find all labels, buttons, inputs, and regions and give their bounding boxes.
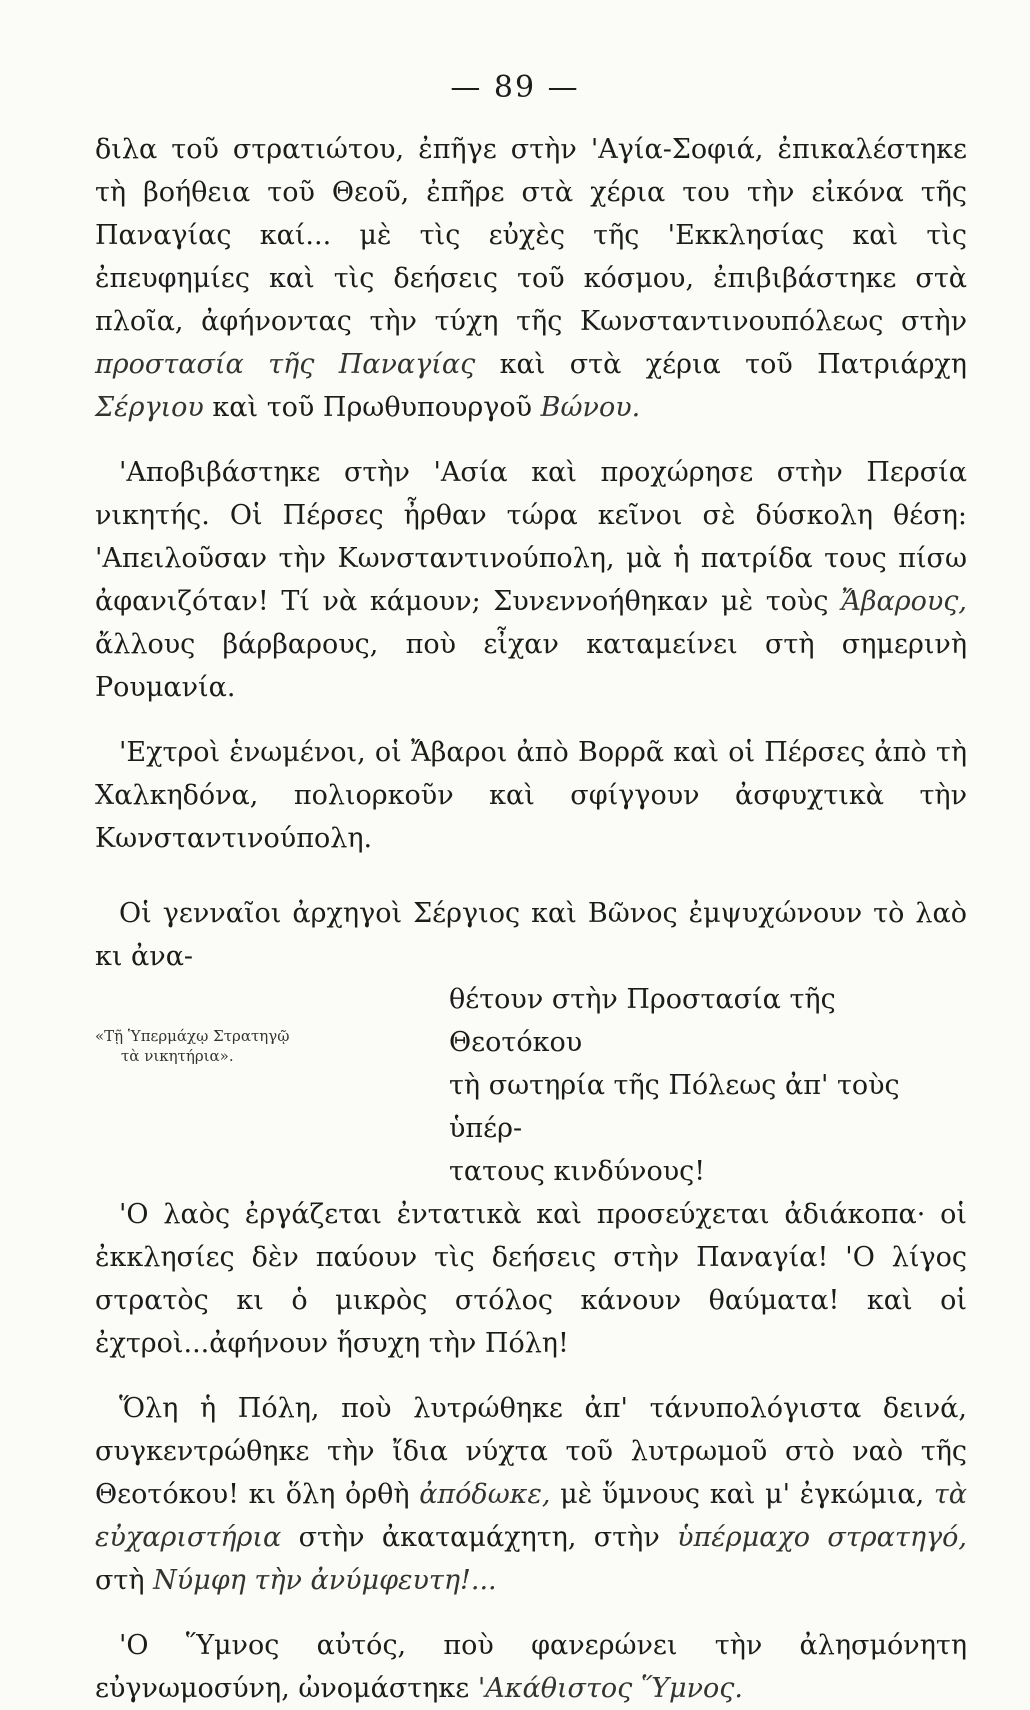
text-run: στὴν ἀκαταμάχητη, στὴν bbox=[281, 1522, 678, 1553]
italic-text: Νύμφη τὴν ἀνύμφευτη!... bbox=[153, 1565, 497, 1596]
side-note bbox=[95, 978, 355, 1066]
paragraph-4-line: τατους κινδύνους! bbox=[449, 1156, 706, 1187]
italic-text: Σέργιου bbox=[95, 392, 204, 423]
side-note-line-1: «Τῇ Ὑπερμάχῳ Στρατηγῷ bbox=[95, 1027, 290, 1045]
italic-text: Ἄβαρους, bbox=[841, 586, 967, 617]
italic-text: προστασία τῆς Παναγίας bbox=[95, 349, 476, 380]
italic-text: τὰ εὐχαριστήρια bbox=[95, 1479, 967, 1553]
page-number: — 89 — bbox=[450, 70, 580, 105]
text-run: στὴ bbox=[95, 1565, 154, 1596]
text-run: ἄλλους βάρβαρους, ποὺ εἶχαν καταμείνει στὴ σημερινὴ Ρουμανία. bbox=[95, 629, 967, 703]
paragraph-6 bbox=[95, 1387, 967, 1602]
text-run: 'Ο Ὕμνος αὐτός, ποὺ φανερώνει τὴν ἀλησμόνητη εὐγνωμοσύνη, ὠνομάστηκε bbox=[95, 1630, 967, 1704]
paragraph-4-line: τὴ σωτηρία τῆς Πόλεως ἀπ' τοὺς ὑπέρ- bbox=[449, 1070, 900, 1144]
text-run: καὶ τοῦ Πρωθυπουργοῦ bbox=[203, 392, 541, 423]
text-run: Ὅλη ἡ Πόλη, ποὺ λυτρώθηκε ἀπ' τάνυπολόγιστα δεινά, συγκεντρώθηκε τὴν ἴδια νύχτα τοῦ λυτρωμοῦ στὸ ναὸ τῆς Θεοτόκου! κι ὅλη ὀρθὴ bbox=[95, 1393, 967, 1510]
page-body bbox=[95, 128, 967, 1710]
text-run: διλα τοῦ στρατιώτου, ἐπῆγε στὴν 'Αγία-Σοφιά, ἐπικαλέστηκε τὴ βοήθεια τοῦ Θεοῦ, ἐπῆρε στὰ χέρια του τὴν εἰκόνα τῆς Παναγίας καί... μὲ τὶς εὐχὲς τῆς 'Εκκλησίας καὶ τὶς ἐπευφημίες καὶ τὶς δεήσεις τοῦ κόσμου, ἐπιβιβάστηκε στὰ πλοῖα, ἀφήνοντας τὴν τύχη τῆς Κωνσταντινουπόλεως στὴν bbox=[95, 134, 967, 337]
text-run: μὲ ὕμνους καὶ μ' ἐγκώμια, bbox=[550, 1479, 934, 1510]
paragraph-3: 'Εχτροὶ ἑνωμένοι, οἱ Ἄβαροι ἀπὸ Βορρᾶ καὶ οἱ Πέρσες ἀπὸ τὴ Χαλκηδόνα, πολιορκοῦν καὶ σφίγγουν ἀσφυχτικὰ τὴν Κωνσταντινούπολη. bbox=[95, 737, 967, 854]
paragraph-4-block bbox=[95, 978, 967, 1193]
text-run: καὶ στὰ χέρια τοῦ Πατριάρχη bbox=[475, 349, 967, 380]
paragraph-7 bbox=[95, 1624, 967, 1710]
italic-text: ὑπέρμαχο στρατηγό, bbox=[677, 1522, 967, 1553]
paragraph-2 bbox=[95, 451, 967, 709]
paragraph-4-line: θέτουν στὴν Προστασία τῆς Θεοτόκου bbox=[449, 984, 836, 1058]
text-run: 'Αποβιβάστηκε στὴν 'Ασία καὶ προχώρησε στὴν Περσία νικητής. Οἱ Πέρσες ἦρθαν τώρα κεῖνοι σὲ δύσκολη θέση: 'Απειλοῦσαν τὴν Κωνσταντινούπολη, μὰ ἡ πατρίδα τους πίσω ἀφανιζόταν! Τί νὰ κάμουν; Συνεννοήθηκαν μὲ τοὺς bbox=[95, 457, 967, 617]
italic-text: 'Ακάθιστος Ὕμνος. bbox=[477, 1673, 743, 1704]
paragraph-4-lines bbox=[355, 978, 967, 1193]
paragraph-1 bbox=[95, 128, 967, 429]
italic-text: Βώνου. bbox=[540, 392, 641, 423]
side-note-line-2: τὰ νικητήρια». bbox=[121, 1047, 234, 1065]
italic-text: ἀπόδωκε, bbox=[419, 1479, 551, 1510]
paragraph-5: 'Ο λαὸς ἐργάζεται ἐντατικὰ καὶ προσεύχεται ἀδιάκοπα· οἱ ἐκκλησίες δὲν παύουν τὶς δεήσεις στὴν Παναγία! 'Ο λίγος στρατὸς κι ὁ μικρὸς στόλος κάνουν θαύματα! καὶ οἱ ἐχτροὶ...ἀφήνουν ἥσυχη τὴν Πόλη! bbox=[95, 1199, 967, 1359]
paragraph-4-lead: Οἱ γενναῖοι ἀρχηγοὶ Σέργιος καὶ Βῶνος ἐμψυχώνουν τὸ λαὸ κι ἀνα- bbox=[95, 898, 967, 972]
